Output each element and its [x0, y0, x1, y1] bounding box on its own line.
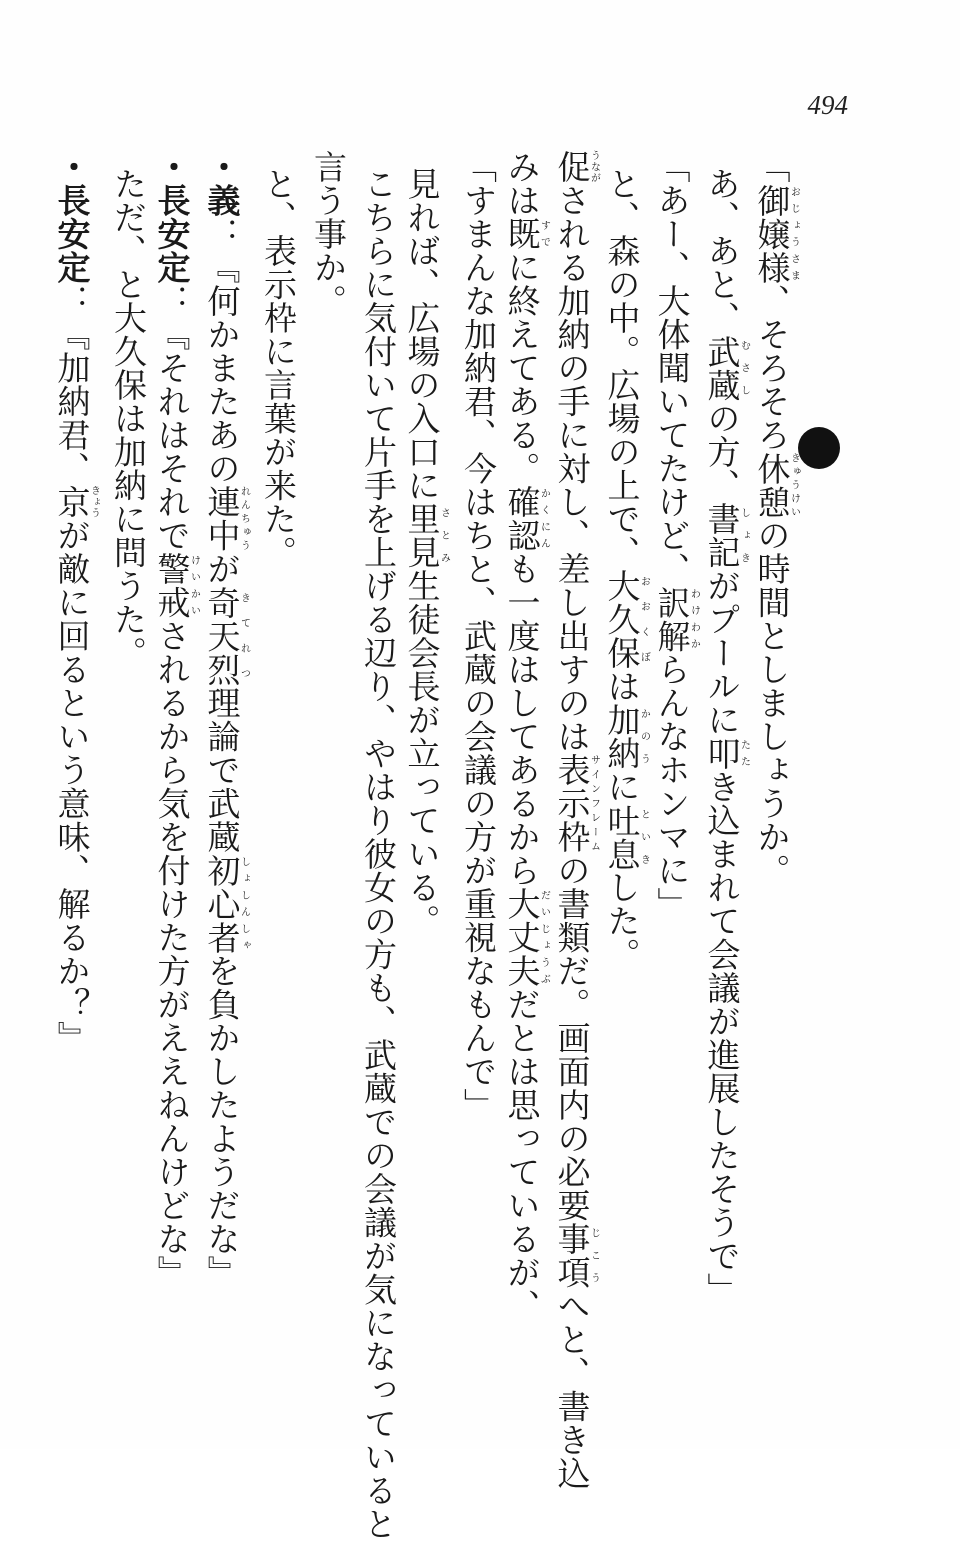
text-column-7: 「すまんな加納君、今はちと、武蔵の会議の方が重視なもんで」 [459, 150, 498, 1122]
text-column-12: ・義：『何かまたあの連中れんちゅうが奇天烈きてれつ理論で武蔵初心者しょしんしゃを負かしたようだな』 [202, 150, 250, 1289]
speaker-label: ・長安定 [152, 150, 192, 284]
text-column-5: 促うながされる加納の手に対し、差し出すのは表示枠サインフレームの書類だ。画面内の必要事項じこうへと、書き込 [552, 150, 600, 1490]
page-number: 494 [807, 90, 848, 120]
text-column-13: ・長安定：『それはそれで警戒けいかいされるから気を付けた方がええねんけどな』 [152, 150, 200, 1289]
text-column-14: ただ、と大久保は加納に問うた。 [109, 167, 148, 670]
text-column-4: と、森の中。広場の上で、大久保おおくぼは加納かのうに吐息といきした。 [602, 167, 650, 971]
text-column-8: 見れば、広場の入口に里見さとみ生徒会長が立っている。 [402, 167, 450, 938]
text-column-15: ・長安定：『加納君、京きょうが敵に回るという意味、解るか？』 [52, 150, 100, 1055]
section-marker-dot [798, 427, 840, 469]
text-column-11: と、表示枠に言葉が来た。 [259, 167, 298, 569]
speaker-label: ・義 [202, 150, 242, 217]
text-column-1: 「御嬢様おじょうさま、そろそろ休憩きゅうけいの時間としましょうか。 [752, 150, 800, 887]
text-column-10: 言う事か。 [309, 150, 348, 318]
text-column-6: みは既すでに終えてある。確認かくにんも一度はしてあるから大丈夫だいじょうぶだとは思っているが、 [502, 150, 550, 1323]
text-column-9: こちらに気付いて片手を上げる辺り、やはり彼女の方も、武蔵での会議が気になっていると [359, 167, 398, 1541]
text-column-2: あ、あと、武蔵むさしの方、書記しょきがプールに叩たたき込まれて会議が進展したそうで」 [702, 167, 750, 1306]
text-column-3: 「あー、大体聞いてたけど、訳解わけわからんなホンマに」 [652, 150, 700, 921]
speaker-label: ・長安定 [52, 150, 92, 284]
